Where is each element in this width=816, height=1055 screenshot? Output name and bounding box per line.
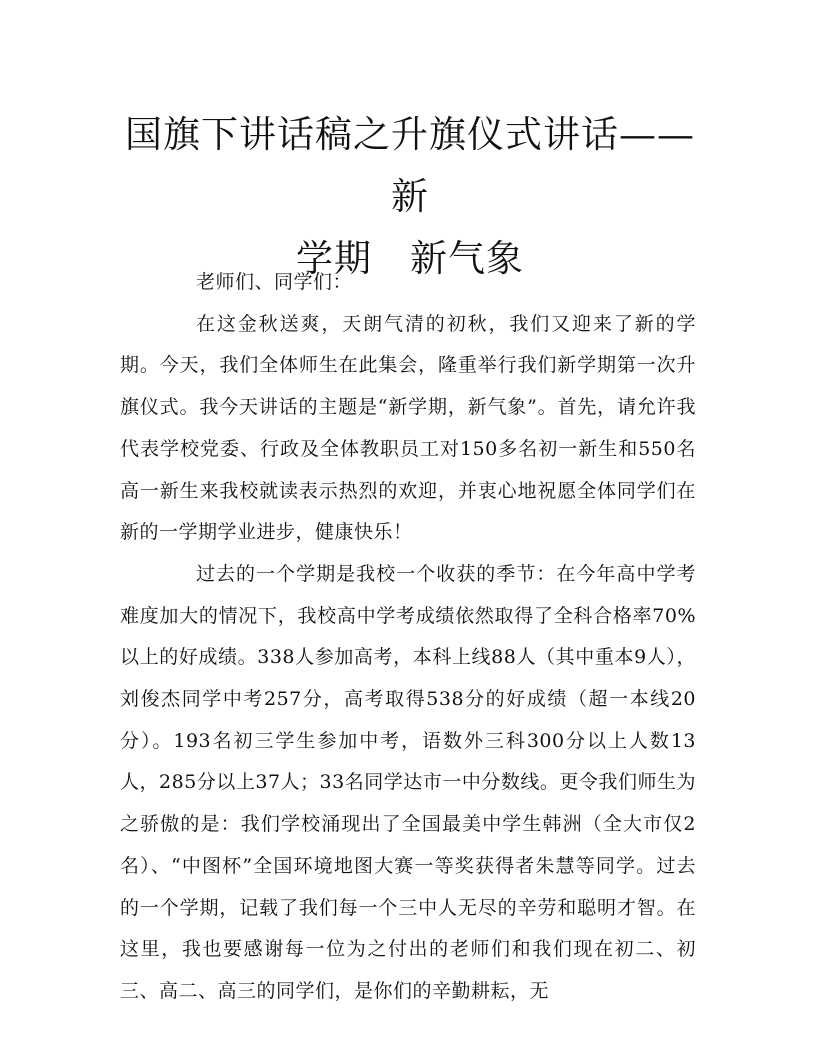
title-line-1: 国旗下讲话稿之升旗仪式讲话——新	[125, 113, 695, 218]
title-line-2: 学期 新气象	[296, 237, 524, 280]
document-body	[120, 262, 696, 1013]
greeting: 老师们、同学们：	[196, 271, 353, 293]
paragraph-2: 过去的一个学期是我校一个收获的季节：在今年高中学考难度加大的情况下，我校高中学考成绩依然取得了全科合格率70%以上的好成绩。338人参加高考，本科上线88人（其中重本9人），刘俊杰同学中考257分，高考取得538分的好成绩（超一本线20分）。193名初三学生参加中考，语数外三科300分以上人数13人，285分以上37人；33名同学达市一中分数线。更令我们师生为之骄傲的是：我们学校涌现出了全国最美中学生韩洲（全大市仅2名）、“中图杯”全国环境地图大赛一等奖获得者朱慧等同学。过去的一个学期，记载了我们每一个三中人无尽的辛劳和聪明才智。在这里，我也要感谢每一位为之付出的老师们和我们现在初二、初三、高二、高三的同学们，是你们的辛勤耕耘，无	[120, 562, 696, 1002]
paragraph-1: 在这金秋送爽，天朗气清的初秋，我们又迎来了新的学期。今天，我们全体师生在此集会，隆重举行我们新学期第一次升旗仪式。我今天讲话的主题是“新学期，新气象”。首先，请允许我代表学校党委、行政及全体教职员工对150多名初一新生和550名高一新生来我校就读表示热烈的欢迎，并衷心地祝愿全体同学们在新的一学期学业进步，健康快乐！	[120, 312, 696, 544]
